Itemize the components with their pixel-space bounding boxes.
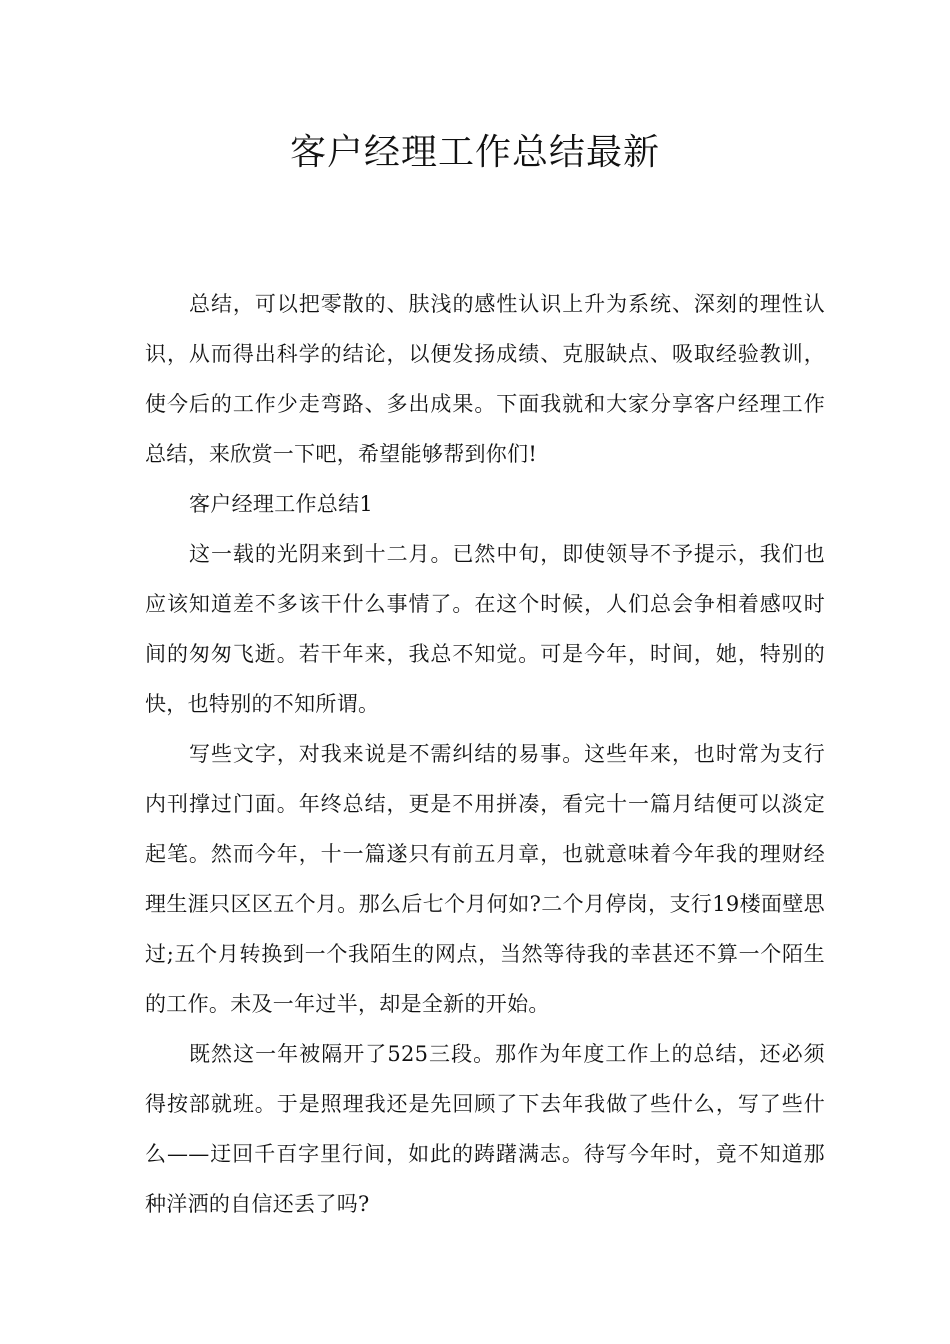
- body-paragraph: 这一载的光阴来到十二月。已然中旬，即使领导不予提示，我们也应该知道差不多该干什么事情了。在这个时候，人们总会争相着感叹时间的匆匆飞逝。若干年来，我总不知觉。可是今年，时间，她，特别的快，也特别的不知所谓。: [145, 542, 825, 716]
- body-paragraph: 既然这一年被隔开了525三段。那作为年度工作上的总结，还必须得按部就班。于是照理我还是先回顾了下去年我做了些什么，写了些什么——迂回千百字里行间，如此的踌躇满志。待写今年时，竟不知道那种洋洒的自信还丢了吗?: [145, 1042, 825, 1216]
- document-body: [145, 279, 825, 1229]
- body-paragraph: 写些文字，对我来说是不需纠结的易事。这些年来，也时常为支行内刊撑过门面。年终总结，更是不用拼凑，看完十一篇月结便可以淡定起笔。然而今年，十一篇遂只有前五月章，也就意味着今年我的理财经理生涯只区区五个月。那么后七个月何如?二个月停岗，支行19楼面壁思过;五个月转换到一个我陌生的网点，当然等待我的幸甚还不算一个陌生的工作。未及一年过半，却是全新的开始。: [145, 742, 825, 1016]
- document-title: 客户经理工作总结最新: [289, 132, 660, 173]
- intro-paragraph: 总结，可以把零散的、肤浅的感性认识上升为系统、深刻的理性认识，从而得出科学的结论，以便发扬成绩、克服缺点、吸取经验教训，使今后的工作少走弯路、多出成果。下面我就和大家分享客户经理工作总结，来欣赏一下吧，希望能够帮到你们!: [145, 292, 825, 466]
- section-heading: 客户经理工作总结1: [189, 492, 374, 516]
